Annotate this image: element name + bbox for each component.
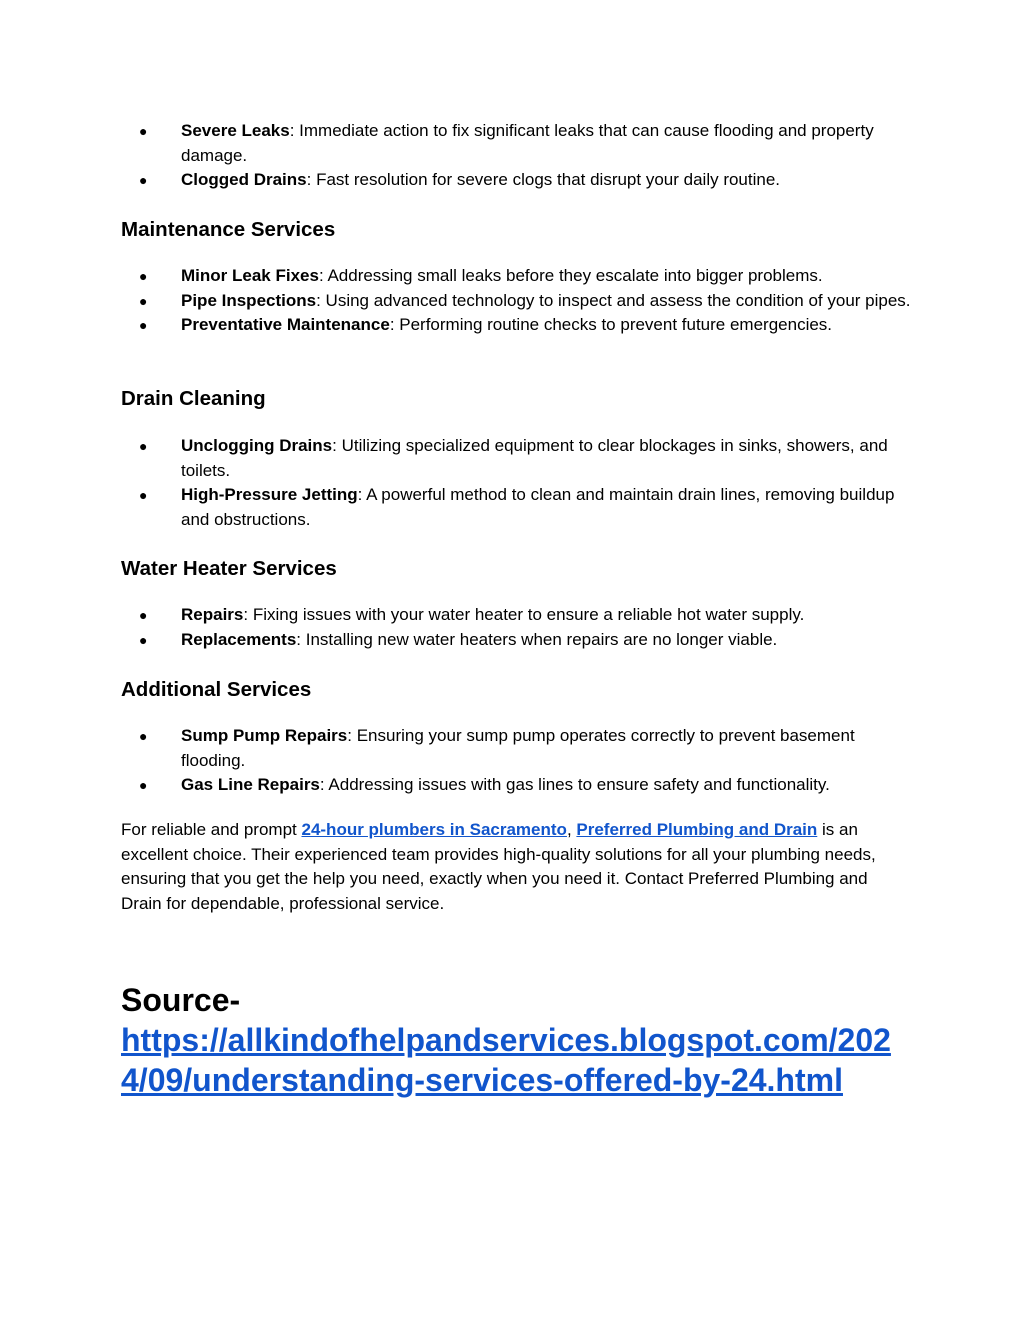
item-description: : Immediate action to fix significant leaks that can cause flooding and property damage. [181, 121, 874, 165]
item-description: : Addressing issues with gas lines to ensure safety and functionality. [319, 775, 830, 794]
item-term: Preventative Maintenance [181, 315, 390, 334]
maintenance-services-list [0, 264, 1024, 338]
closing-separator: , [566, 820, 577, 839]
bullet-icon: ● [139, 631, 148, 648]
section-heading-additional: Additional Services [121, 678, 312, 701]
bullet-icon: ● [139, 317, 148, 333]
section-heading-maintenance: Maintenance Services [121, 218, 336, 241]
list-item [0, 603, 1024, 628]
link-preferred-plumbing[interactable]: Preferred Plumbing and Drain [576, 820, 818, 839]
item-description: : Fixing issues with your water heater to ensure a reliable hot water supply. [243, 605, 805, 624]
additional-services-list [0, 724, 1024, 798]
item-term: Clogged Drains [181, 170, 307, 189]
item-description: : Performing routine checks to prevent future emergencies. [389, 315, 833, 334]
list-item [0, 628, 1024, 653]
bullet-icon: ● [139, 777, 148, 793]
item-description: : Ensuring your sump pump operates correctly to prevent basement flooding. [181, 726, 855, 770]
item-term: Unclogging Drains [181, 436, 333, 455]
item-term: Minor Leak Fixes [181, 266, 319, 285]
item-term: Gas Line Repairs [181, 775, 320, 794]
water-heater-list [0, 603, 1024, 652]
item-term: High-Pressure Jetting [181, 485, 358, 504]
bullet-icon: ● [139, 607, 148, 623]
list-item [0, 264, 1024, 289]
item-description: : Fast resolution for severe clogs that disrupt your daily routine. [306, 170, 781, 189]
list-item [0, 773, 1024, 798]
emergency-services-list [0, 119, 1024, 193]
item-description: : Installing new water heaters when repairs are no longer viable. [296, 629, 778, 649]
item-description: : Utilizing specialized equipment to clear blockages in sinks, showers, and toilets. [181, 436, 888, 480]
bullet-icon: ● [139, 172, 148, 188]
list-item [0, 119, 1024, 168]
bullet-icon: ● [139, 728, 148, 744]
list-item [0, 434, 1024, 483]
list-item [0, 483, 1024, 532]
list-item [0, 313, 1024, 338]
bullet-icon: ● [139, 268, 148, 284]
item-description: : A powerful method to clean and maintain drain lines, removing buildup and obstructions. [181, 485, 895, 529]
bullet-icon: ● [139, 487, 148, 503]
closing-paragraph [121, 818, 911, 916]
source-label: Source- [121, 982, 241, 1018]
item-description: : Using advanced technology to inspect and assess the condition of your pipes. [316, 290, 911, 310]
list-item [0, 168, 1024, 193]
closing-intro: For reliable and prompt [121, 820, 302, 839]
item-term: Pipe Inspections [181, 290, 317, 310]
section-heading-water-heater: Water Heater Services [121, 557, 337, 580]
closing-rest: is an excellent choice. Their experienced team provides high-quality solutions for all your plumbing needs, ensuring that you get the help you need, exactly when you need it. Contact Preferred Plumbing and Drain for dependable, professional service. [121, 820, 876, 913]
bullet-icon: ● [139, 438, 148, 454]
section-heading-drain-cleaning: Drain Cleaning [121, 387, 266, 410]
source-block [121, 980, 911, 1100]
list-item [0, 724, 1024, 773]
item-term: Repairs [181, 605, 244, 624]
source-url-link[interactable]: https://allkindofhelpandservices.blogspot.com/2024/09/understanding-services-offered-by-24.html [121, 1022, 891, 1098]
link-24-hour-plumbers[interactable]: 24-hour plumbers in Sacramento [301, 820, 567, 839]
item-term: Severe Leaks [181, 121, 290, 140]
item-term: Replacements [181, 629, 297, 649]
list-item [0, 289, 1024, 314]
bullet-icon: ● [139, 292, 148, 309]
item-term: Sump Pump Repairs [181, 726, 348, 745]
drain-cleaning-list [0, 434, 1024, 532]
bullet-icon: ● [139, 123, 148, 139]
item-description: : Addressing small leaks before they escalate into bigger problems. [318, 266, 823, 285]
